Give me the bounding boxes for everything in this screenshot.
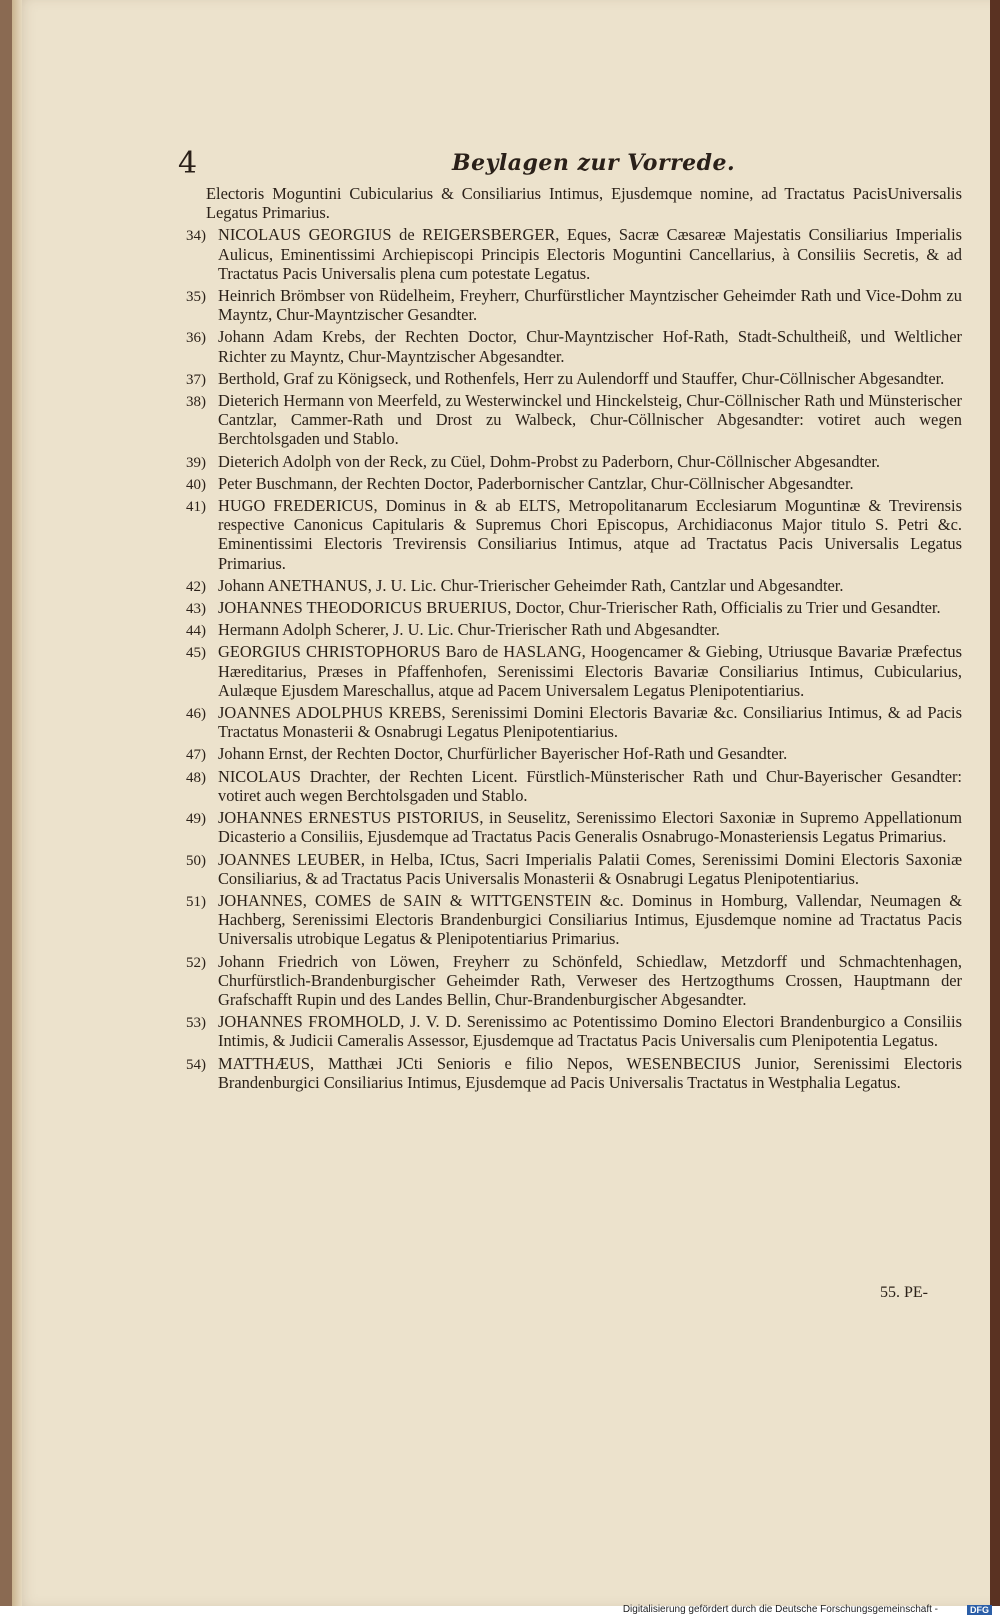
entry-text: Johann Ernst, der Rechten Doctor, Churfürlicher Bayerischer Hof-Rath und Gesandter. [218,744,788,764]
list-item [186,890,962,949]
list-item [186,620,962,640]
page-body [186,184,962,1095]
entry-text: JOHANNES FROMHOLD, J. V. D. Serenissimo ac Potentissimo Domino Electori Brandenburgico a Consiliis Intimis, & Judicii Cameralis Assessor, Ejusdemque ad Tractatus Pacis Universalis cum Plenipotentia Legatus. [218,1012,962,1051]
entry-number: 41) [186,499,206,516]
book-binding-right [990,0,1000,1606]
list-item [186,1012,962,1051]
entry-text: Dieterich Adolph von der Reck, zu Cüel, Dohm-Probst zu Paderborn, Chur-Cöllnischer Abgesandter. [218,451,880,471]
list-item [186,1053,962,1092]
list-item [186,327,962,366]
entry-number: 36) [186,330,206,347]
entry-text: NICOLAUS Drachter, der Rechten Licent. Fürstlich-Münsterischer Rath und Chur-Bayerischer Gesandter: votiret auch wegen Berchtolsgaden und Stablo. [218,766,962,805]
list-item [186,451,962,471]
list-item [186,225,962,283]
book-binding-left [0,0,12,1618]
entry-number: 48) [186,769,206,786]
entry-text: MATTHÆUS, Matthæi JCti Senioris e filio Nepos, WESENBECIUS Junior, Serenissimi Electoris Brandenburgici Consiliarius Intimus, Ejusdemque ad Pacis Universalis Tractatus in Westphalia Legatus. [218,1053,962,1092]
list-item [186,642,962,700]
list-item [186,744,962,764]
entry-number: 53) [186,1015,206,1032]
digitization-footer [0,1606,1000,1618]
entry-number: 44) [186,623,206,640]
list-item [186,473,962,493]
list-item [190,184,962,222]
list-item [186,703,962,742]
entry-text: Heinrich Brömbser von Rüdelheim, Freyherr, Churfürstlicher Mayntzischer Geheimder Rath und Vice-Dohm zu Mayntz, Chur-Mayntzischer Gesandter. [218,286,962,325]
entry-number: 34) [186,228,206,245]
page-header [12,146,990,186]
entry-number: 45) [186,645,206,662]
list-item [186,391,962,449]
list-item [186,766,962,805]
page-gutter [12,0,22,1606]
list-item [186,575,962,595]
list-item [186,951,962,1010]
entry-number: 40) [186,476,206,493]
list-item [186,368,962,388]
entry-number: 54) [186,1056,206,1073]
entry-text: Peter Buschmann, der Rechten Doctor, Paderbornischer Cantzlar, Chur-Cöllnischer Abgesandter. [218,473,854,493]
running-title: Beylagen zur Vorrede. [452,150,736,176]
entry-number: 43) [186,601,206,618]
book-page [12,0,990,1606]
page-number: 4 [178,146,198,181]
entry-text: Hermann Adolph Scherer, J. U. Lic. Chur-Trierischer Rath und Abgesandter. [218,620,720,640]
list-item [186,849,962,888]
entry-number: 47) [186,747,206,764]
list-item [186,496,962,573]
entry-text: Electoris Moguntini Cubicularius & Consiliarius Intimus, Ejusdemque nomine, ad Tractatus PacisUniversalis Legatus Primarius. [206,184,962,223]
entry-text: GEORGIUS CHRISTOPHORUS Baro de HASLANG, Hoogencamer & Giebing, Utriusque Bavariæ Præfectus Hæreditarius, Præses in Pfaffenhofen, Serenissimi Electoris Bavariæ Consiliarius Intimus, Cubicularius, Aulæque Ejusdem Mareschallus, atque ad Pacem Universalem Legatus Plenipotentiarius. [218,642,962,700]
entry-text: JOHANNES ERNESTUS PISTORIUS, in Seuselitz, Serenissimo Electori Saxoniæ in Supremo Appellationum Dicasterio a Consiliis, Ejusdemque ad Tractatus Pacis Generalis Osnabrugo-Monasteriensis Legatus Primarius. [218,808,962,847]
entry-number: 38) [186,394,206,411]
list-item [186,598,962,618]
list-item [186,286,962,325]
entry-text: HUGO FREDERICUS, Dominus in & ab ELTS, Metropolitanarum Ecclesiarum Moguntinæ & Trevirensis respective Canonicus Capitularis & Supremus Chori Episcopus, Archidiaconus Major titulo S. Petri &c. Eminentissimi Electoris Trevirensis Consiliarius Intimus, atque ad Tractatus Pacis Universalis Legatus Primarius. [218,496,962,573]
entry-number: 35) [186,289,206,306]
list-item [186,808,962,847]
entry-number: 50) [186,852,206,869]
funding-credit: Digitalisierung gefördert durch die Deutsche Forschungsgemeinschaft - [622,1604,938,1615]
entry-text: JOANNES ADOLPHUS KREBS, Serenissimi Domini Electoris Bavariæ &c. Consiliarius Intimus, & ad Pacis Tractatus Monasterii & Osnabrugi Legatus Plenipotentiarius. [218,703,962,742]
catchword: 55. PE- [880,1284,928,1301]
entry-text: JOHANNES THEODORICUS BRUERIUS, Doctor, Chur-Trierischer Rath, Officialis zu Trier und Gesandter. [218,598,941,618]
entry-text: JOANNES LEUBER, in Helba, ICtus, Sacri Imperialis Palatii Comes, Serenissimi Domini Electoris Saxoniæ Consiliarius, & ad Tractatus Pacis Universalis Monasterii & Osnabrugi Legatus Plenipotentiarius. [218,849,962,888]
entry-number: 39) [186,454,206,471]
entry-text: Johann ANETHANUS, J. U. Lic. Chur-Trierischer Geheimder Rath, Cantzlar und Abgesandter. [218,575,844,595]
dfg-logo: DFG [967,1605,992,1615]
entry-number: 52) [186,954,206,971]
entry-number: 49) [186,811,206,828]
entry-text: Dieterich Hermann von Meerfeld, zu Westerwinckel und Hinckelsteig, Chur-Cöllnischer Rath und Münsterischer Cantzlar, Cammer-Rath und Drost zu Walbeck, Chur-Cöllnischer Abgesandter: votiret auch wegen Berchtolsgaden und Stablo. [218,391,962,449]
entry-number: 37) [186,371,206,388]
entry-number: 46) [186,706,206,723]
entry-number: 51) [186,893,206,910]
entry-text: Johann Friedrich von Löwen, Freyherr zu Schönfeld, Schiedlaw, Metzdorff und Schmachtenhagen, Churfürstlich-Brandenburgischer Geheimder Rath, Verweser des Hertzogthums Crossen, Hauptmann der Grafschafft Rupin und des Landes Bellin, Chur-Brandenburgischer Abgesandter. [218,951,962,1009]
entry-text: Berthold, Graf zu Königseck, und Rothenfels, Herr zu Aulendorff und Stauffer, Chur-Cöllnischer Abgesandter. [218,368,945,388]
entry-text: NICOLAUS GEORGIUS de REIGERSBERGER, Eques, Sacræ Cæsareæ Majestatis Consiliarius Imperialis Aulicus, Eminentissimi Archiepiscopi Principis Electoris Moguntini Cancellarius, à Consiliis Secretis, & ad Tractatus Pacis Universalis plena cum potestate Legatus. [218,225,962,283]
entry-text: Johann Adam Krebs, der Rechten Doctor, Chur-Mayntzischer Hof-Rath, Stadt-Schultheiß, und Weltlicher Richter zu Mayntz, Chur-Mayntzischer Abgesandter. [218,327,962,366]
entry-number: 42) [186,578,206,595]
entry-text: JOHANNES, COMES de SAIN & WITTGENSTEIN &c. Dominus in Homburg, Vallendar, Neumagen & Hachberg, Serenissimi Electoris Brandenburgici Consiliarius Intimus, Ejusdemque nomine ad Tractatus Pacis Universalis utrobique Legatus & Plenipotentiarius Primarius. [218,890,962,949]
